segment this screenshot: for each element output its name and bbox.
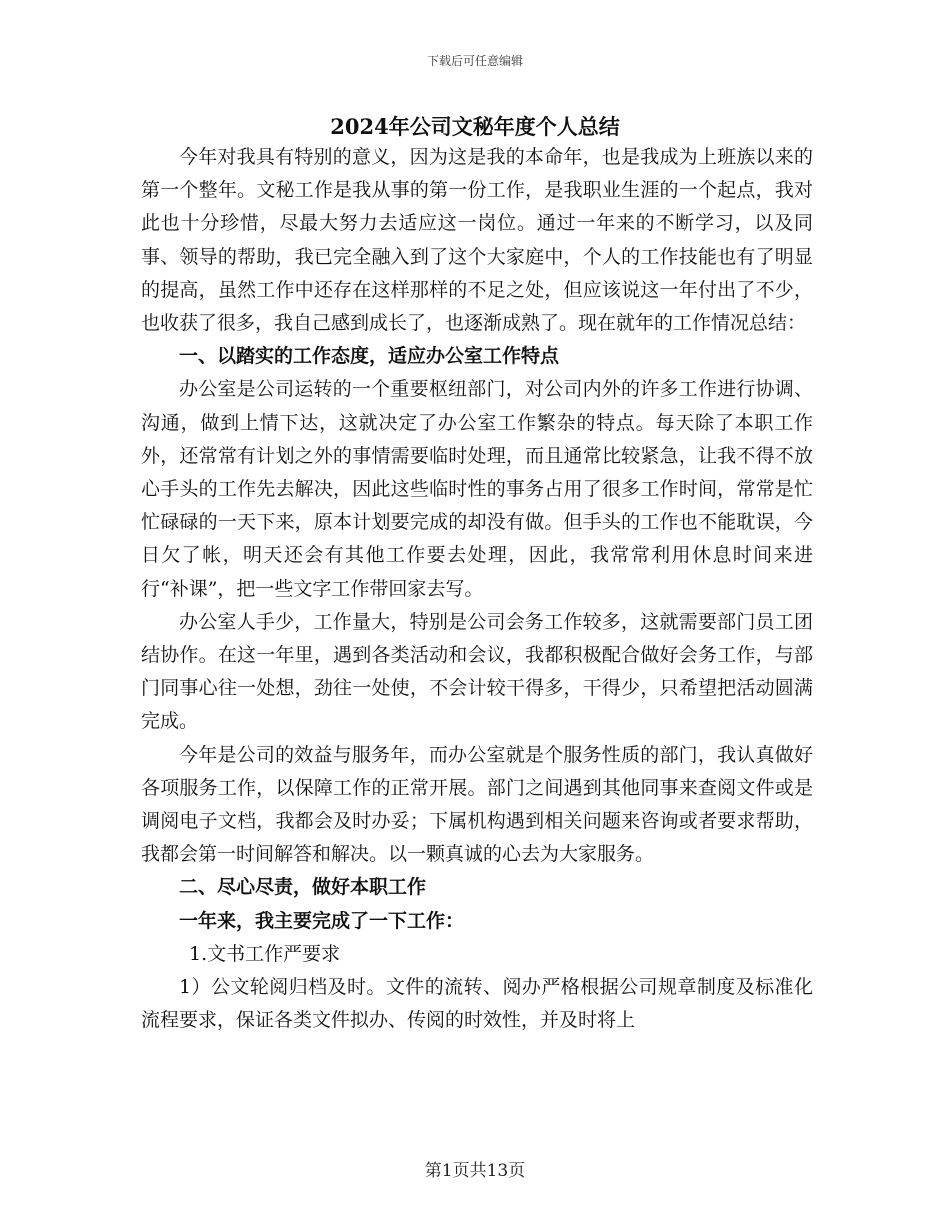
section-heading-1: 一、以踏实的工作态度，适应办公室工作特点 [179,345,560,368]
paragraph-intro: 今年对我具有特别的意义，因为这是我的本命年，也是我成为上班族以来的第一个整年。文秘工作是我从事的第一份工作，是我职业生涯的一个起点，我对此也十分珍惜，尽最大努力去适应这一岗位。通过一年来的不断学习，以及同事、领导的帮助，我已完全融入到了这个大家庭中，个人的工作技能也有了明显的提高，虽然工作中还存在这样那样的不足之处，但应该说这一年付出了不少，也收获了很多，我自己感到成长了，也逐渐成熟了。现在就年的工作情况总结： [141,146,813,335]
document-title: 2024年公司文秘年度个人总结 [330,114,620,139]
list-item-document-work: 1.文书工作严要求 [189,942,341,965]
paragraph-archiving: 1）公文轮阅归档及时。文件的流转、阅办严格根据公司规章制度及标准化流程要求，保证各类文件拟办、传阅的时效性，并及时将上 [141,976,813,1032]
paragraph-office-features: 办公室是公司运转的一个重要枢纽部门，对公司内外的许多工作进行协调、沟通，做到上情下达，这就决定了办公室工作繁杂的特点。每天除了本职工作外，还常常有计划之外的事情需要临时处理，而且通常比较紧急，让我不得不放心手头的工作先去解决，因此这些临时性的事务占用了很多工作时间，常常是忙忙碌碌的一天下来，原本计划要完成的却没有做。但手头的工作也不能耽误，今日欠了帐，明天还会有其他工作要去处理，因此，我常常利用休息时间来进行“补课”，把一些文字工作带回家去写。 [141,378,813,600]
document-body [141,141,813,1037]
page-footer: 第1页共13页 [424,1161,526,1181]
paragraph-teamwork: 办公室人手少，工作量大，特别是公司会务工作较多，这就需要部门员工团结协作。在这一年里，遇到各类活动和会议，我都积极配合做好会务工作，与部门同事心往一处想，劲往一处使，不会计较干得多，干得少，只希望把活动圆满完成。 [141,610,813,733]
section-heading-2: 二、尽心尽责，做好本职工作 [179,876,427,899]
subheading-work-done: 一年来，我主要完成了一下工作： [179,909,465,932]
paragraph-service: 今年是公司的效益与服务年，而办公室就是个服务性质的部门，我认真做好各项服务工作，以保障工作的正常开展。部门之间遇到其他同事来查阅文件或是调阅电子文档，我都会及时办妥；下属机构遇到相关问题来咨询或者要求帮助，我都会第一时间解答和解决。以一颗真诚的心去为大家服务。 [141,743,813,866]
page-header: 下载后可任意编辑 [426,54,523,68]
